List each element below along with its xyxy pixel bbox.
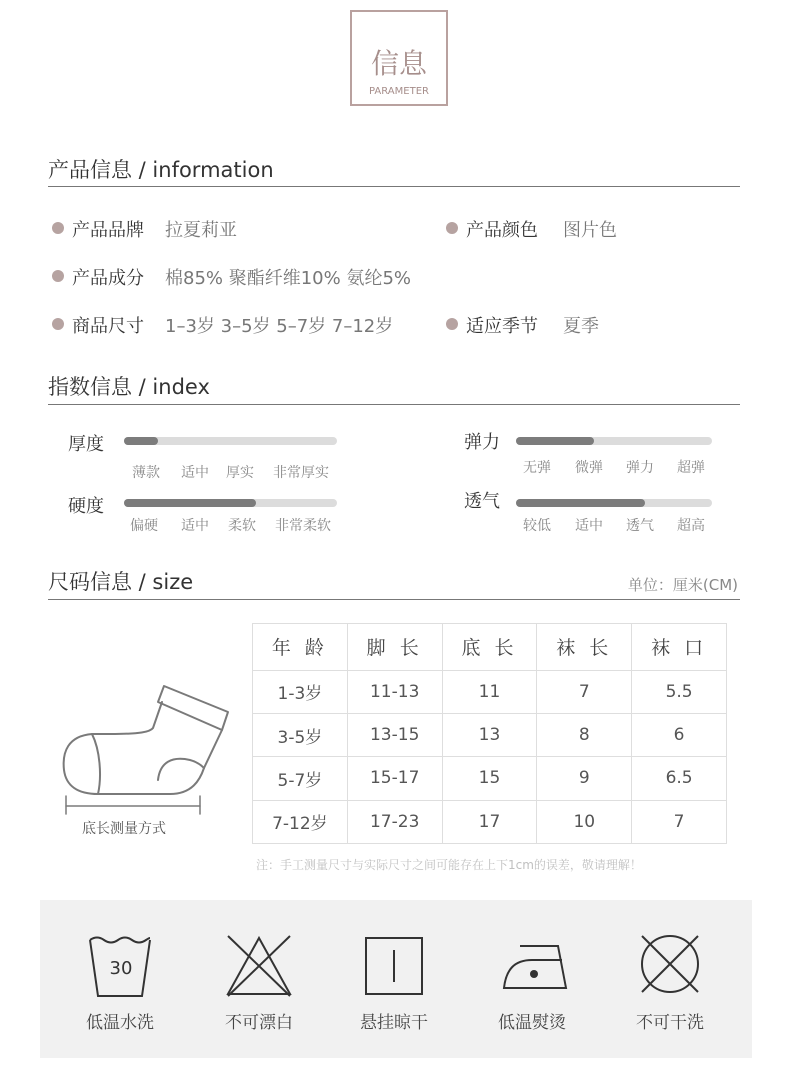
no-bleach-icon <box>226 934 292 998</box>
table-header-row <box>253 624 727 671</box>
size-label: 商品尺寸 <box>72 316 144 337</box>
diagram-caption: 底长测量方式 <box>82 821 166 837</box>
header-subtitle: PARAMETER <box>369 86 429 97</box>
column-header: 年 龄 <box>253 624 348 671</box>
table-cell: 6.5 <box>632 757 727 800</box>
table-cell: 7 <box>632 800 727 843</box>
breathability-track <box>516 499 712 507</box>
hardness-fill <box>124 499 256 507</box>
breathability-fill <box>516 499 645 507</box>
thickness-tick: 非常厚实 <box>273 465 329 481</box>
table-cell: 7 <box>537 670 632 713</box>
hardness-tick: 适中 <box>181 518 209 534</box>
size-info-title: 尺码信息 / size <box>48 570 194 594</box>
table-cell: 13-15 <box>347 713 442 756</box>
table-cell: 11 <box>442 670 537 713</box>
bullet-dot <box>52 222 64 234</box>
wash-temperature: 30 <box>109 958 133 979</box>
breathability-tick: 适中 <box>575 518 603 534</box>
unit-label: 单位：厘米(CM) <box>627 576 738 594</box>
index-info-divider <box>48 404 740 405</box>
table-row <box>253 800 727 843</box>
elasticity-fill <box>516 437 594 445</box>
table-cell: 3-5岁 <box>253 713 348 756</box>
hardness-label: 硬度 <box>68 496 104 517</box>
thickness-track <box>124 437 337 445</box>
sock-diagram <box>52 680 242 820</box>
brand-value: 拉夏莉亚 <box>165 220 237 241</box>
table-row <box>253 713 727 756</box>
column-header: 底 长 <box>442 624 537 671</box>
hardness-tick: 柔软 <box>228 518 256 534</box>
table-cell: 7-12岁 <box>253 800 348 843</box>
breathability-tick: 超高 <box>677 518 705 534</box>
elasticity-tick: 微弹 <box>575 460 603 476</box>
low-iron-icon <box>500 940 572 994</box>
hardness-track <box>124 499 337 507</box>
care-label: 低温熨烫 <box>498 1013 566 1033</box>
material-label: 产品成分 <box>72 268 144 289</box>
table-cell: 17-23 <box>347 800 442 843</box>
column-header: 袜 口 <box>632 624 727 671</box>
elasticity-tick: 无弹 <box>523 460 551 476</box>
table-cell: 15 <box>442 757 537 800</box>
hardness-tick: 偏硬 <box>130 518 158 534</box>
table-cell: 5.5 <box>632 670 727 713</box>
breathability-tick: 较低 <box>523 518 551 534</box>
bullet-dot <box>446 222 458 234</box>
hardness-tick: 非常柔软 <box>275 518 331 534</box>
elasticity-tick: 弹力 <box>626 460 654 476</box>
bullet-dot <box>52 270 64 282</box>
column-header: 脚 长 <box>347 624 442 671</box>
size-value: 1–3岁 3–5岁 5–7岁 7–12岁 <box>165 316 394 337</box>
table-cell: 15-17 <box>347 757 442 800</box>
table-cell: 5-7岁 <box>253 757 348 800</box>
table-cell: 13 <box>442 713 537 756</box>
product-info-title: 产品信息 / information <box>48 158 274 182</box>
breathability-tick: 透气 <box>626 518 654 534</box>
elasticity-track <box>516 437 712 445</box>
color-label: 产品颜色 <box>466 220 538 241</box>
color-value: 图片色 <box>563 220 617 241</box>
hang-dry-icon <box>364 936 424 996</box>
bullet-dot <box>52 318 64 330</box>
table-cell: 9 <box>537 757 632 800</box>
care-label: 不可干洗 <box>636 1013 704 1033</box>
table-cell: 17 <box>442 800 537 843</box>
parameter-header-box <box>350 10 448 106</box>
thickness-tick: 厚实 <box>226 465 254 481</box>
breathability-label: 透气 <box>464 491 500 512</box>
care-label: 低温水洗 <box>86 1013 154 1033</box>
table-row <box>253 670 727 713</box>
brand-label: 产品品牌 <box>72 220 144 241</box>
no-dry-clean-icon <box>638 932 702 996</box>
table-cell: 1-3岁 <box>253 670 348 713</box>
thickness-tick: 薄款 <box>132 465 160 481</box>
wash-30-icon <box>88 934 152 1000</box>
size-table <box>252 623 727 844</box>
size-note: 注：手工测量尺寸与实际尺寸之间可能存在上下1cm的误差，敬请理解！ <box>256 858 642 872</box>
material-value: 棉85% 聚酯纤维10% 氨纶5% <box>165 268 412 289</box>
thickness-label: 厚度 <box>68 434 104 455</box>
column-header: 袜 长 <box>537 624 632 671</box>
product-info-divider <box>48 186 740 187</box>
table-cell: 10 <box>537 800 632 843</box>
elasticity-tick: 超弹 <box>677 460 705 476</box>
thickness-tick: 适中 <box>181 465 209 481</box>
table-cell: 8 <box>537 713 632 756</box>
season-value: 夏季 <box>563 316 599 337</box>
thickness-fill <box>124 437 158 445</box>
header-title: 信息 <box>370 47 427 80</box>
table-cell: 6 <box>632 713 727 756</box>
season-label: 适应季节 <box>466 316 538 337</box>
size-info-divider <box>48 599 740 600</box>
elasticity-label: 弹力 <box>464 432 500 453</box>
table-cell: 11-13 <box>347 670 442 713</box>
care-label: 悬挂晾干 <box>360 1013 428 1033</box>
bullet-dot <box>446 318 458 330</box>
table-row <box>253 757 727 800</box>
care-label: 不可漂白 <box>225 1013 293 1033</box>
index-info-title: 指数信息 / index <box>48 375 210 399</box>
